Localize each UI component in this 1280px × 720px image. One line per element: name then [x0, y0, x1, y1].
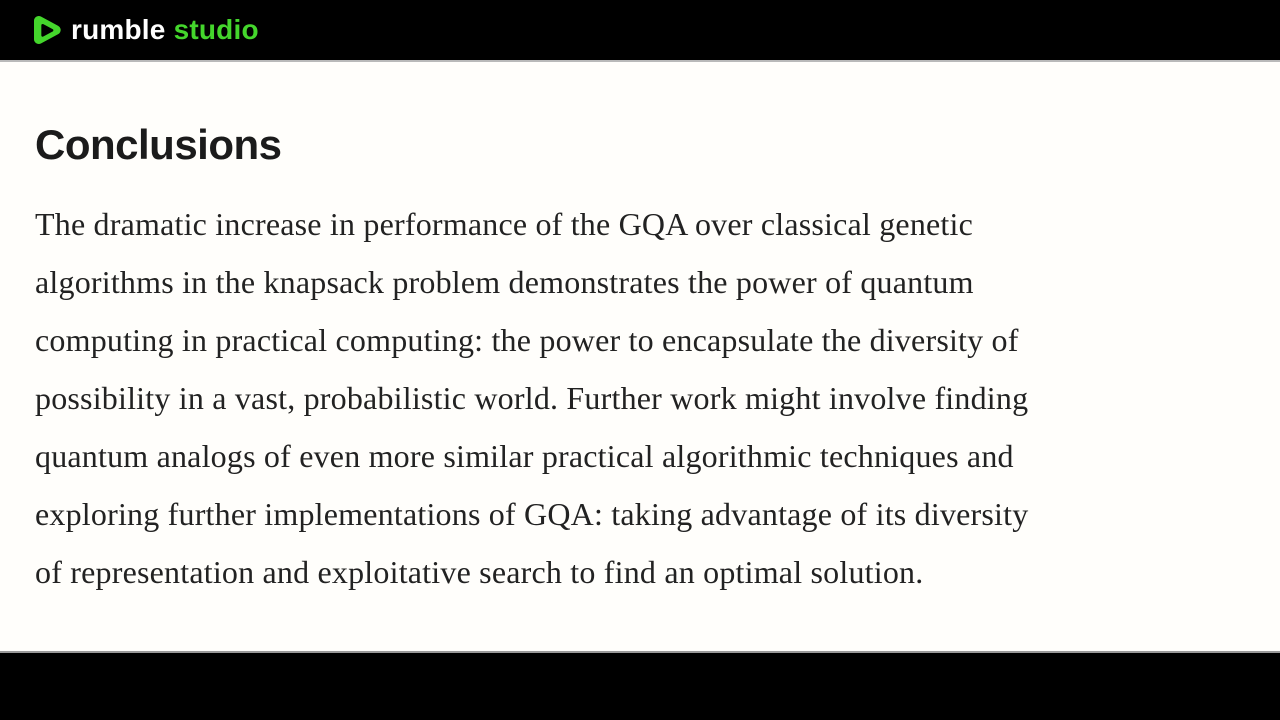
- paragraph-line: possibility in a vast, probabilistic world. Further work might involve finding: [35, 380, 1029, 417]
- paragraph-line: of representation and exploitative search to find an optimal solution.: [35, 554, 924, 591]
- paragraph-line: exploring further implementations of GQA: taking advantage of its diversity: [35, 496, 1029, 533]
- paragraph-line: The dramatic increase in performance of the GQA over classical genetic: [35, 206, 974, 243]
- footer-bar: [0, 651, 1280, 720]
- logo-wordmark: [71, 16, 259, 44]
- logo-brand-text: rumble: [71, 14, 166, 45]
- slide-paragraph: [35, 195, 1260, 601]
- slide-content: [0, 62, 1280, 651]
- slide-title: Conclusions: [35, 121, 282, 168]
- logo-suffix-text: studio: [173, 14, 259, 45]
- paragraph-line: algorithms in the knapsack problem demonstrates the power of quantum: [35, 264, 974, 301]
- header-bar: [0, 0, 1280, 62]
- rumble-play-icon: [30, 14, 62, 46]
- rumble-studio-logo[interactable]: [30, 14, 259, 46]
- paragraph-line: quantum analogs of even more similar practical algorithmic techniques and: [35, 438, 1014, 475]
- paragraph-line: computing in practical computing: the power to encapsulate the diversity of: [35, 322, 1019, 359]
